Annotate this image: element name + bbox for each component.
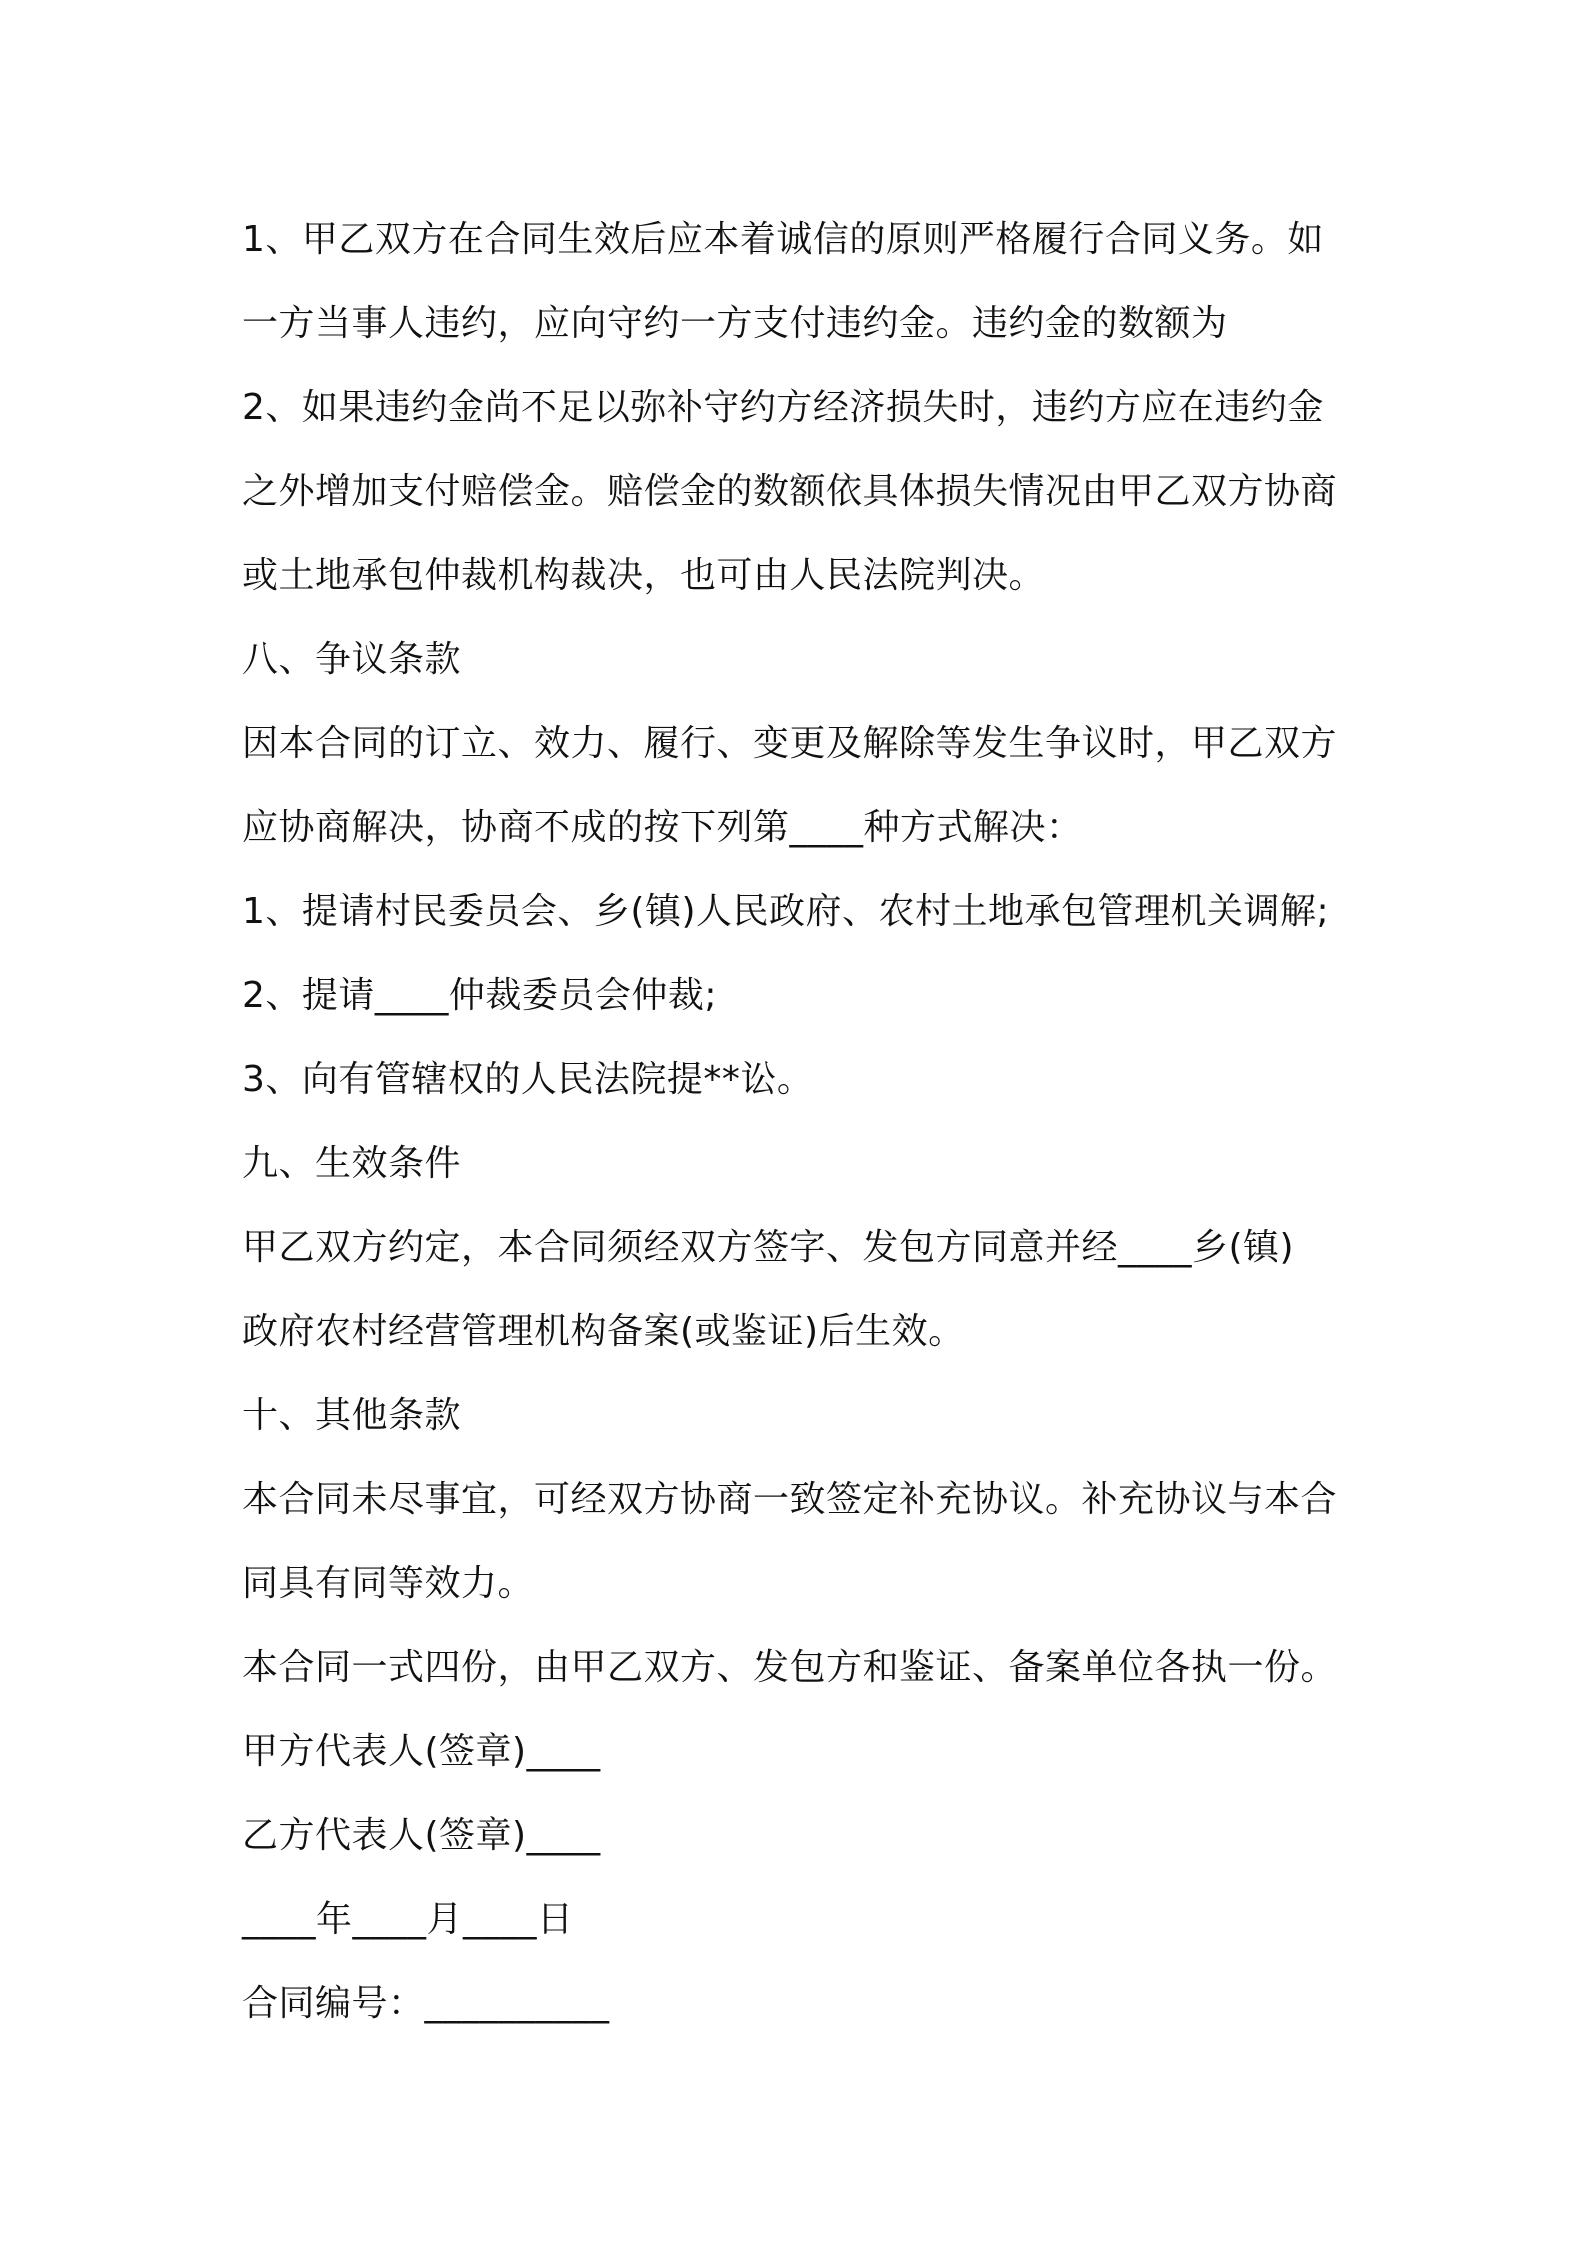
clause-line: 2、如果违约金尚不足以弥补守约方经济损失时，违约方应在违约金 xyxy=(242,387,1324,428)
date-line: ____年____月____日 xyxy=(242,1899,574,1940)
party-a-signature: 甲方代表人(签章)____ xyxy=(242,1731,601,1772)
clause-line: 应协商解决，协商不成的按下列第____种方式解决： xyxy=(242,807,1083,848)
contract-number: 合同编号：__________ xyxy=(242,1983,610,2024)
clause-line: 甲乙双方约定，本合同须经双方签字、发包方同意并经____乡(镇) xyxy=(242,1227,1295,1268)
section-heading: 十、其他条款 xyxy=(242,1395,462,1436)
clause-line: 一方当事人违约，应向守约一方支付违约金。违约金的数额为 xyxy=(242,303,1228,344)
list-item: 1、提请村民委员会、乡(镇)人民政府、农村土地承包管理机关调解; xyxy=(242,891,1330,932)
clause-line: 之外增加支付赔偿金。赔偿金的数额依具体损失情况由甲乙双方协商 xyxy=(242,471,1338,512)
list-item: 2、提请____仲裁委员会仲裁; xyxy=(242,975,718,1016)
clause-line: 或土地承包仲裁机构裁决，也可由人民法院判决。 xyxy=(242,555,1046,596)
clause-line: 本合同未尽事宜，可经双方协商一致签定补充协议。补充协议与本合 xyxy=(242,1479,1338,1520)
clause-line: 政府农村经营管理机构备案(或鉴证)后生效。 xyxy=(242,1311,965,1352)
clause-line: 1、甲乙双方在合同生效后应本着诚信的原则严格履行合同义务。如 xyxy=(242,219,1324,260)
contract-body xyxy=(242,198,1362,2046)
section-heading: 八、争议条款 xyxy=(242,639,462,680)
clause-line: 同具有同等效力。 xyxy=(242,1563,535,1604)
list-item: 3、向有管辖权的人民法院提**讼。 xyxy=(242,1059,814,1100)
section-heading: 九、生效条件 xyxy=(242,1143,462,1184)
clause-line: 因本合同的订立、效力、履行、变更及解除等发生争议时，甲乙双方 xyxy=(242,723,1338,764)
party-b-signature: 乙方代表人(签章)____ xyxy=(242,1815,601,1856)
clause-line: 本合同一式四份，由甲乙双方、发包方和鉴证、备案单位各执一份。 xyxy=(242,1647,1338,1688)
